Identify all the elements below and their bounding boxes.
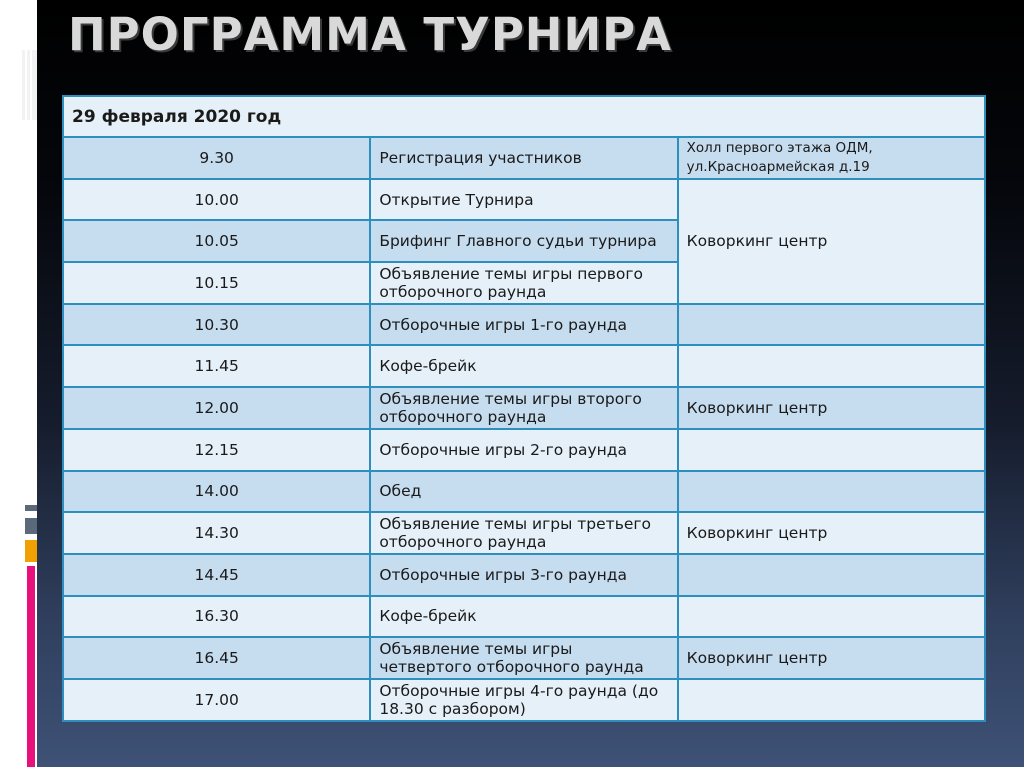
time-cell: 11.45 bbox=[63, 345, 370, 387]
table-row bbox=[63, 387, 985, 429]
place-cell bbox=[678, 471, 985, 513]
place-cell bbox=[678, 345, 985, 387]
deco-orange-block bbox=[25, 540, 37, 562]
time-cell: 10.00 bbox=[63, 179, 370, 221]
deco-gray-block bbox=[25, 505, 37, 511]
time-cell: 10.05 bbox=[63, 220, 370, 262]
table-row bbox=[63, 471, 985, 513]
place-cell: Коворкинг центр bbox=[678, 179, 985, 304]
event-cell: Объявление темы игры третьего отборочного раунда bbox=[370, 512, 677, 554]
event-cell: Кофе-брейк bbox=[370, 596, 677, 638]
place-cell bbox=[678, 554, 985, 596]
place-cell bbox=[678, 679, 985, 721]
deco-pink-block bbox=[27, 566, 35, 767]
time-cell: 12.15 bbox=[63, 429, 370, 471]
event-cell: Регистрация участников bbox=[370, 137, 677, 179]
event-cell: Обед bbox=[370, 471, 677, 513]
time-cell: 14.00 bbox=[63, 471, 370, 513]
time-cell: 10.15 bbox=[63, 262, 370, 304]
schedule-table bbox=[62, 95, 986, 722]
decorative-stripes bbox=[22, 50, 40, 120]
slide-title: ПРОГРАММА ТУРНИРА bbox=[68, 8, 672, 61]
time-cell: 17.00 bbox=[63, 679, 370, 721]
date-header: 29 февраля 2020 год bbox=[63, 96, 985, 137]
table-row bbox=[63, 429, 985, 471]
event-cell: Объявление темы игры второго отборочного раунда bbox=[370, 387, 677, 429]
place-cell bbox=[678, 429, 985, 471]
place-cell bbox=[678, 596, 985, 638]
place-cell: Холл первого этажа ОДМ, ул.Красноармейская д.19 bbox=[678, 137, 985, 179]
table-row bbox=[63, 679, 985, 721]
place-cell: Коворкинг центр bbox=[678, 637, 985, 679]
time-cell: 16.30 bbox=[63, 596, 370, 638]
time-cell: 9.30 bbox=[63, 137, 370, 179]
time-cell: 14.30 bbox=[63, 512, 370, 554]
table-row bbox=[63, 512, 985, 554]
event-cell: Объявление темы игры первого отборочного раунда bbox=[370, 262, 677, 304]
time-cell: 16.45 bbox=[63, 637, 370, 679]
event-cell: Объявление темы игры четвертого отборочного раунда bbox=[370, 637, 677, 679]
deco-gray-block bbox=[25, 518, 37, 534]
event-cell: Отборочные игры 1-го раунда bbox=[370, 304, 677, 346]
time-cell: 14.45 bbox=[63, 554, 370, 596]
table-row bbox=[63, 554, 985, 596]
table-row bbox=[63, 179, 985, 221]
time-cell: 10.30 bbox=[63, 304, 370, 346]
event-cell: Отборочные игры 2-го раунда bbox=[370, 429, 677, 471]
event-cell: Открытие Турнира bbox=[370, 179, 677, 221]
time-cell: 12.00 bbox=[63, 387, 370, 429]
place-cell: Коворкинг центр bbox=[678, 387, 985, 429]
table-row bbox=[63, 137, 985, 179]
event-cell: Отборочные игры 3-го раунда bbox=[370, 554, 677, 596]
place-cell: Коворкинг центр bbox=[678, 512, 985, 554]
event-cell: Отборочные игры 4-го раунда (до 18.30 с разбором) bbox=[370, 679, 677, 721]
table-row bbox=[63, 596, 985, 638]
table-row bbox=[63, 345, 985, 387]
event-cell: Брифинг Главного судьи турнира bbox=[370, 220, 677, 262]
table-row bbox=[63, 304, 985, 346]
event-cell: Кофе-брейк bbox=[370, 345, 677, 387]
place-cell bbox=[678, 304, 985, 346]
table-header-row bbox=[63, 96, 985, 137]
table-row bbox=[63, 637, 985, 679]
